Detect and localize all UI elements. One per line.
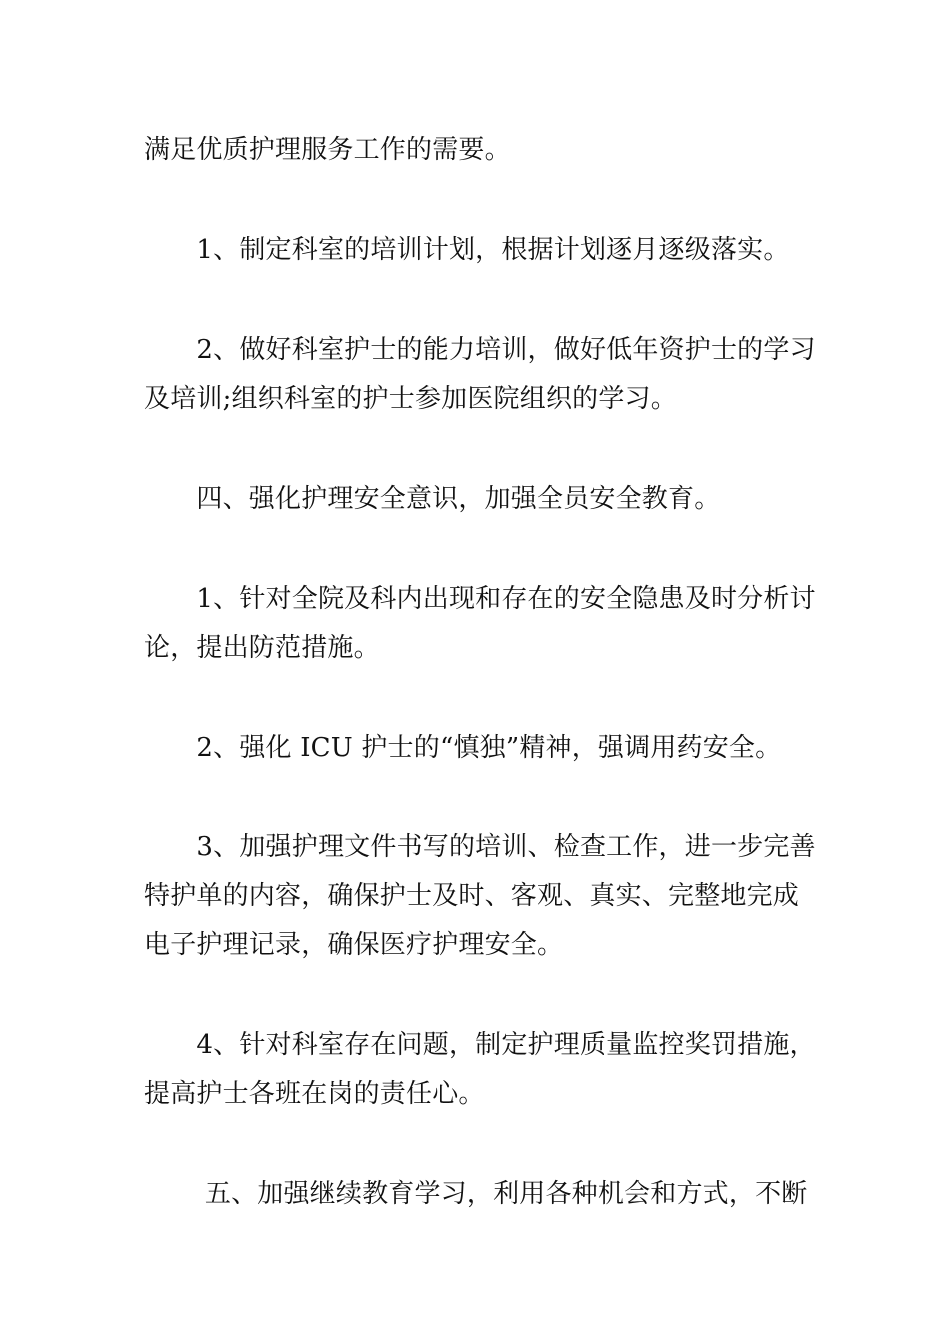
text-line: 提高护士各班在岗的责任心。: [144, 1079, 485, 1109]
text-line: 论，提出防范措施。: [144, 633, 380, 663]
section-heading: 四、强化护理安全意识，加强全员安全教育。: [144, 484, 721, 514]
text-line: 特护单的内容，确保护士及时、客观、真实、完整地完成: [144, 881, 800, 911]
text-line: 1、针对全院及科内出现和存在的安全隐患及时分析讨: [144, 584, 816, 614]
text-line: 电子护理记录，确保医疗护理安全。: [144, 930, 564, 960]
text-line: 2、强化 ICU 护士的“慎独”精神，强调用药安全。: [144, 733, 782, 763]
text-line: 4、针对科室存在问题，制定护理质量监控奖罚措施，: [144, 1030, 816, 1060]
text-line: 3、加强护理文件书写的培训、检查工作，进一步完善: [144, 832, 816, 862]
section-heading: 五、加强继续教育学习，利用各种机会和方式，不断: [144, 1179, 808, 1209]
text-line: 及培训;组织科室的护士参加医院组织的学习。: [144, 384, 677, 414]
text-line: 满足优质护理服务工作的需要。: [144, 135, 511, 165]
text-line: 1、制定科室的培训计划，根据计划逐月逐级落实。: [144, 235, 790, 265]
text-line: 2、做好科室护士的能力培训，做好低年资护士的学习: [144, 335, 816, 365]
